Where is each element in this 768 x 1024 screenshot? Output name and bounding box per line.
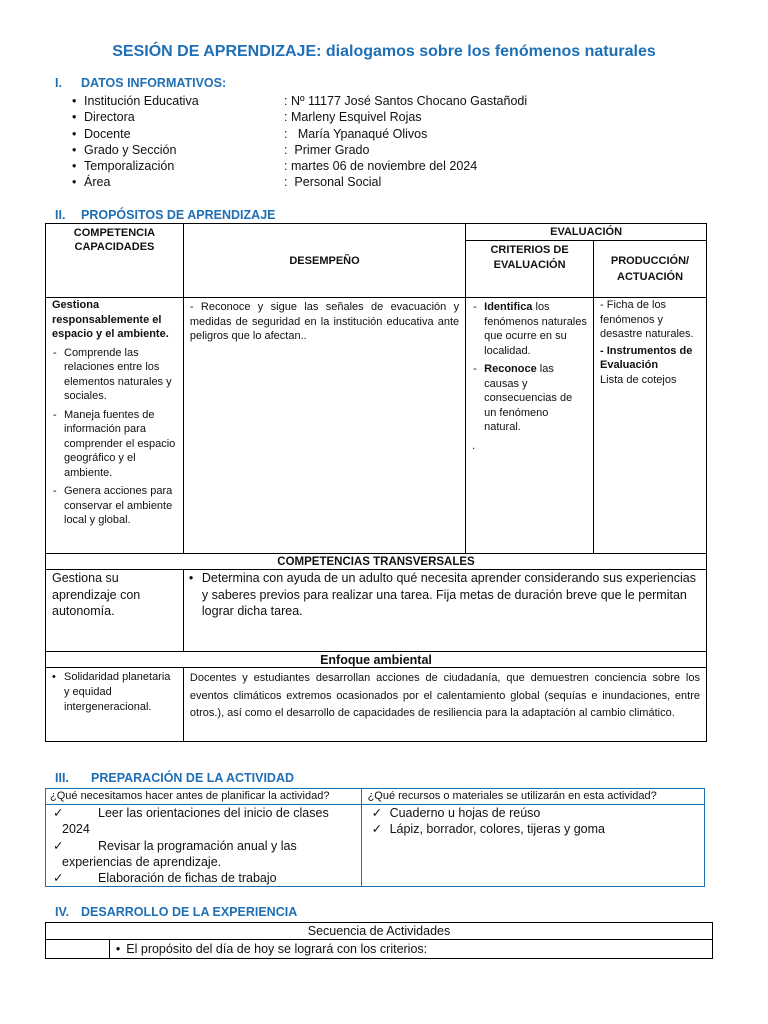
bullet-icon: • bbox=[188, 571, 194, 585]
criterio-verb: Identifica bbox=[484, 301, 533, 313]
section-1-title: DATOS INFORMATIVOS: bbox=[81, 76, 227, 90]
criterio-verb: Reconoce bbox=[484, 363, 537, 375]
list-item bbox=[472, 300, 587, 358]
list-item bbox=[53, 870, 353, 886]
header-evaluacion: EVALUACIÓN bbox=[466, 224, 707, 241]
section-2-number: II. bbox=[55, 208, 66, 222]
list-item bbox=[53, 838, 353, 871]
enfoque-header: Enfoque ambiental bbox=[46, 652, 707, 668]
criterios-dot: . bbox=[472, 439, 476, 452]
section-1-heading bbox=[55, 76, 226, 90]
info-label: Área bbox=[84, 175, 111, 190]
empty-cell bbox=[46, 940, 110, 959]
info-value: : María Ypanaqué Olivos bbox=[284, 126, 428, 141]
purposes-table bbox=[45, 223, 707, 742]
task-text: Revisar la programación anual y las experiencias de aprendizaje. bbox=[62, 838, 297, 869]
produccion-text: - Ficha de los fenómenos y desastre naturales. bbox=[600, 299, 694, 340]
competencia-cell bbox=[46, 298, 184, 554]
info-label: Institución Educativa bbox=[84, 94, 199, 108]
instrumentos-value: Lista de cotejos bbox=[600, 373, 677, 386]
list-item bbox=[53, 805, 353, 838]
secuencia-header: Secuencia de Actividades bbox=[46, 923, 713, 940]
header-competencia: COMPETENCIA CAPACIDADES bbox=[46, 224, 184, 298]
section-3-title: PREPARACIÓN DE LA ACTIVIDAD bbox=[91, 771, 295, 785]
section-2-title: PROPÓSITOS DE APRENDIZAJE bbox=[81, 208, 276, 222]
section-4-number: IV. bbox=[55, 905, 70, 919]
bullet-icon: • bbox=[72, 159, 77, 174]
tasks-cell bbox=[46, 805, 362, 887]
section-1-number: I. bbox=[55, 76, 62, 90]
checkmark-icon: ✓ bbox=[371, 822, 383, 837]
desempeno-text: - Reconoce y sigue las señales de evacuación y medidas de seguridad en la institución educativa ante peligros que lo afectan.. bbox=[189, 301, 460, 342]
desempeno-cell bbox=[183, 298, 465, 554]
info-list bbox=[0, 93, 768, 191]
list-item bbox=[372, 821, 698, 837]
header-desempeno: DESEMPEÑO bbox=[183, 224, 465, 298]
criterio-text: los fenómenos naturales que ocurre en su localidad. bbox=[484, 301, 587, 357]
list-item bbox=[472, 362, 587, 435]
bullet-icon: • bbox=[72, 126, 77, 141]
question-before: ¿Qué necesitamos hacer antes de planificar la actividad? bbox=[46, 789, 362, 805]
section-4-title: DESARROLLO DE LA EXPERIENCIA bbox=[81, 905, 298, 919]
criterio-text: las causas y consecuencias de un fenómeno natural. bbox=[484, 363, 573, 433]
competencia-title: Gestiona responsablemente el espacio y el ambiente. bbox=[52, 299, 169, 340]
info-label: Docente bbox=[84, 126, 131, 141]
info-value: : Primer Grado bbox=[284, 142, 370, 157]
checkmark-icon: ✓ bbox=[53, 806, 64, 820]
bullet-icon: • bbox=[72, 110, 77, 125]
task-text: Elaboración de fichas de trabajo bbox=[98, 871, 277, 886]
info-row bbox=[0, 126, 768, 142]
task-text: Leer las orientaciones del inicio de clases 2024 bbox=[62, 806, 329, 837]
info-value: : Nº 11177 José Santos Chocano Gastañodi bbox=[284, 94, 528, 108]
enfoque-valor: Solidaridad planetaria y equidad intergeneracional. bbox=[64, 671, 171, 713]
info-label: Grado y Sección bbox=[84, 142, 177, 157]
question-materials: ¿Qué recursos o materiales se utilizarán en esta actividad? bbox=[361, 789, 704, 805]
section-3-number: III. bbox=[55, 771, 69, 785]
header-produccion: PRODUCCIÓN/ ACTUACIÓN bbox=[594, 241, 707, 298]
section-3-heading bbox=[55, 771, 294, 785]
bullet-icon: • bbox=[115, 942, 121, 956]
capacidades-list bbox=[52, 346, 179, 528]
info-label: Temporalización bbox=[84, 159, 175, 174]
transversal-competencia: Gestiona su aprendizaje con autonomía. bbox=[46, 570, 184, 652]
info-value: : martes 06 de noviembre del 2024 bbox=[284, 159, 478, 174]
bullet-icon: • bbox=[72, 94, 77, 108]
bullet-icon: • bbox=[72, 142, 77, 157]
page-title: SESIÓN DE APRENDIZAJE: dialogamos sobre los fenómenos naturales bbox=[112, 43, 656, 60]
checkmark-icon: ✓ bbox=[371, 806, 383, 820]
info-row bbox=[0, 109, 768, 125]
transversal-desc-cell bbox=[183, 570, 706, 652]
enfoque-desc: Docentes y estudiantes desarrollan acciones de ciudadanía, que demuestren conciencia sobre los eventos climáticos extremos ocasionados por el calentamiento global (sequías e inundaciones, entre otros.), así como el desarrollo de capacidades de resiliencia para la adaptación al cambio climático. bbox=[183, 668, 706, 742]
bullet-icon: • bbox=[72, 175, 77, 190]
info-row bbox=[0, 142, 768, 158]
transversal-desc: Determina con ayuda de un adulto qué necesita aprender considerando sus experiencias y saberes previos para realizar una tarea. Fija metas de duración breve que le permitan lograr dicha tarea. bbox=[201, 571, 696, 618]
list-item bbox=[372, 805, 698, 821]
info-row bbox=[0, 158, 768, 174]
activities-table bbox=[45, 922, 713, 959]
list-item: - Genera acciones para conservar el ambiente local y global. bbox=[52, 484, 179, 528]
preparation-table bbox=[45, 788, 705, 887]
info-row bbox=[0, 93, 768, 109]
enfoque-valor-cell bbox=[46, 668, 184, 742]
transversales-header: COMPETENCIAS TRANSVERSALES bbox=[46, 554, 707, 570]
info-label: Directora bbox=[84, 110, 135, 125]
produccion-cell bbox=[594, 298, 707, 554]
criterios-cell bbox=[466, 298, 594, 554]
section-4-heading bbox=[55, 905, 297, 919]
instrumentos-label: - Instrumentos de Evaluación bbox=[600, 344, 693, 371]
criterios-list bbox=[472, 300, 587, 435]
checkmark-icon: ✓ bbox=[53, 871, 64, 886]
material-text: Lápiz, borrador, colores, tijeras y goma bbox=[389, 822, 605, 837]
section-2-heading bbox=[55, 208, 275, 222]
info-value: : Personal Social bbox=[284, 175, 382, 190]
list-item: - Comprende las relaciones entre los elementos naturales y sociales. bbox=[52, 346, 179, 404]
list-item: - Maneja fuentes de información para comprender el espacio geográfico y el ambiente. bbox=[52, 408, 179, 481]
bullet-icon: • bbox=[52, 671, 56, 683]
materials-cell bbox=[361, 805, 704, 887]
info-value: : Marleny Esquivel Rojas bbox=[284, 110, 422, 125]
proposito-text: El propósito del día de hoy se logrará con los criterios: bbox=[126, 942, 428, 956]
checkmark-icon: ✓ bbox=[53, 838, 64, 853]
material-text: Cuaderno u hojas de reúso bbox=[389, 806, 541, 820]
header-criterios: CRITERIOS DE EVALUACIÓN bbox=[466, 241, 594, 298]
proposito-cell bbox=[109, 940, 712, 959]
info-row bbox=[0, 174, 768, 190]
